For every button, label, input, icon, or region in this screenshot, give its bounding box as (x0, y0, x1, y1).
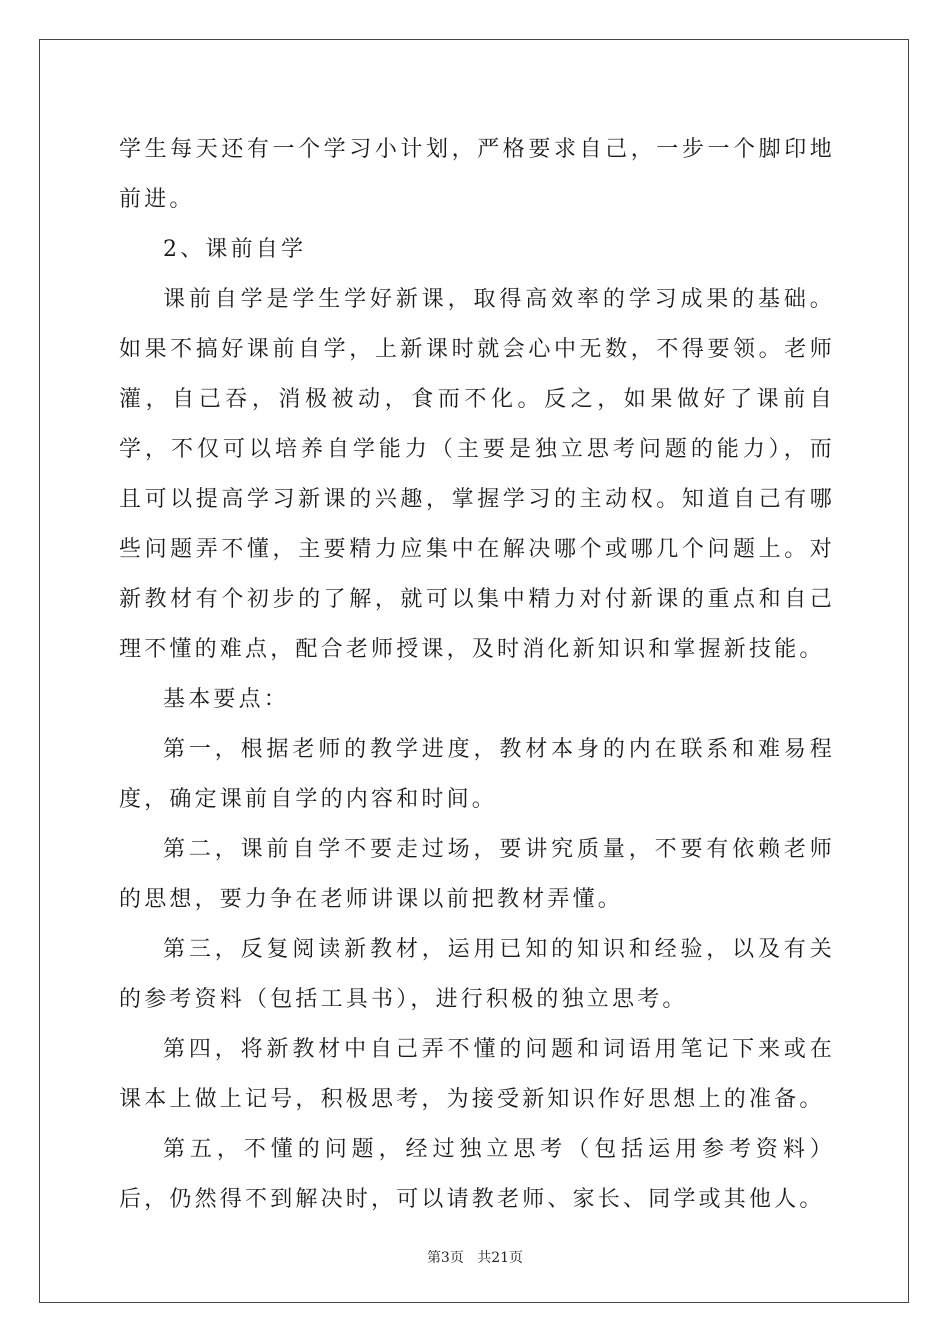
page-total: 共21页 (477, 1250, 524, 1266)
page-footer (0, 1247, 950, 1267)
paragraph-0: 学生每天还有一个学习小计划，严格要求自己，一步一个脚印地前进。 (119, 137, 835, 212)
paragraph-3: 基本要点： (163, 687, 290, 712)
paragraph-4: 第一，根据老师的教学进度，教材本身的内在联系和难易程度，确定课前自学的内容和时间。 (119, 737, 835, 812)
paragraph-2: 课前自学是学生学好新课，取得高效率的学习成果的基础。如果不搞好课前自学，上新课时就会心中无数，不得要领。老师灌，自己吞，消极被动，食而不化。反之，如果做好了课前自学，不仅可以培养自学能力（主要是独立思考问题的能力），而且可以提高学习新课的兴趣，掌握学习的主动权。知道自己有哪些问题弄不懂，主要精力应集中在解决哪个或哪几个问题上。对新教材有个初步的了解，就可以集中精力对付新课的重点和自己理不懂的难点，配合老师授课，及时消化新知识和掌握新技能。 (119, 287, 835, 662)
paragraph-8: 第五，不懂的问题，经过独立思考（包括运用参考资料）后，仍然得不到解决时，可以请教老师、家长、同学或其他人。 (119, 1137, 835, 1212)
paragraph-5: 第二，课前自学不要走过场，要讲究质量，不要有依赖老师的思想，要力争在老师讲课以前把教材弄懂。 (119, 837, 835, 912)
paragraph-6: 第三，反复阅读新教材，运用已知的知识和经验，以及有关的参考资料（包括工具书），进行积极的独立思考。 (119, 937, 835, 1012)
document-body (119, 125, 835, 1225)
page-number: 第3页 (426, 1250, 464, 1266)
paragraph-7: 第四，将新教材中自己弄不懂的问题和词语用笔记下来或在课本上做上记号，积极思考，为接受新知识作好思想上的准备。 (119, 1037, 835, 1112)
section-heading: 2、课前自学 (163, 237, 307, 262)
